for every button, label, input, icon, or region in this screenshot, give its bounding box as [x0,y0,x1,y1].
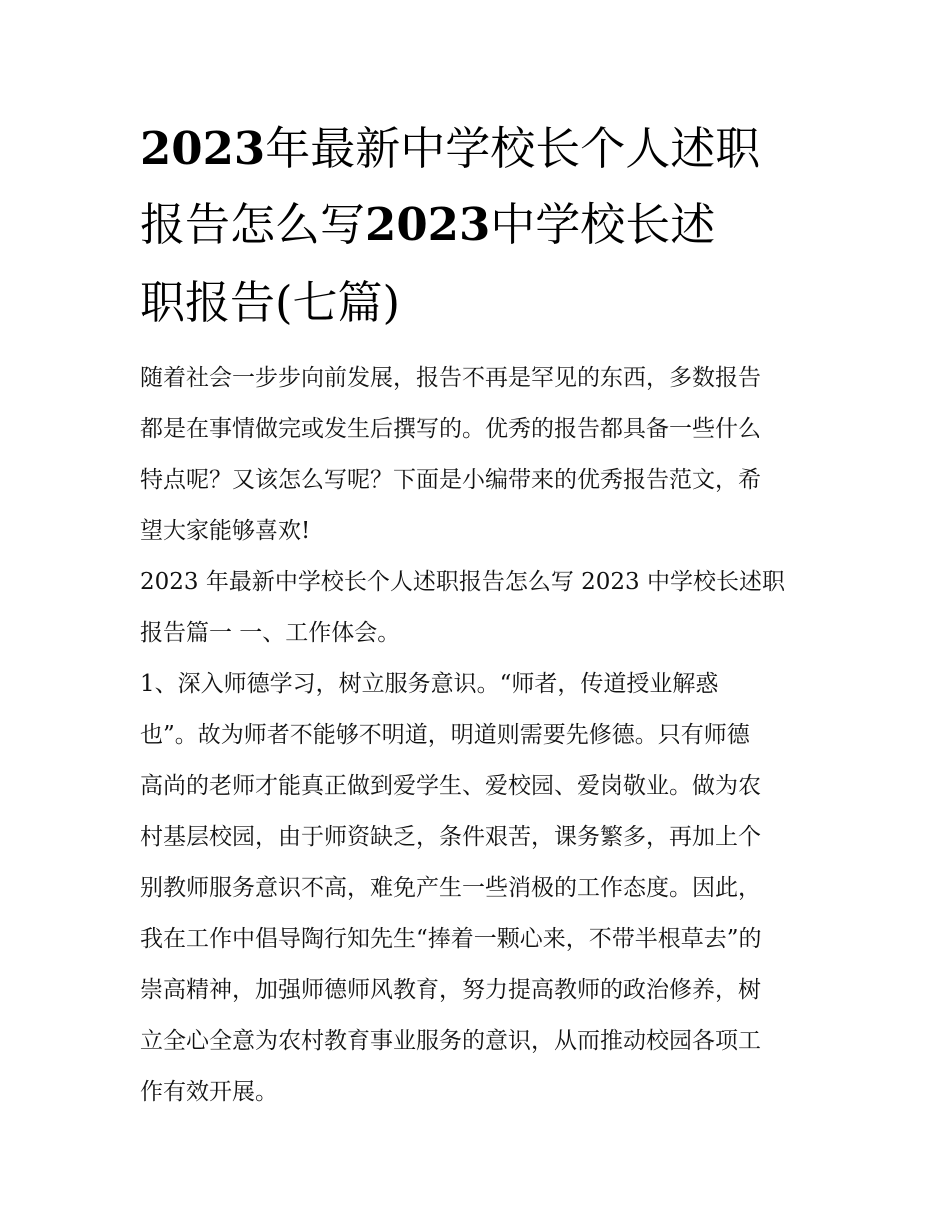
body-line: 特点呢？又该怎么写呢？下面是小编带来的优秀报告范文，希 [140,467,761,493]
body-line: 望大家能够喜欢! [140,518,311,544]
body-line: 也”。故为师者不能够不明道，明道则需要先修德。只有师德 [140,722,750,748]
body-line: 随着社会一步步向前发展，报告不再是罕见的东西，多数报告 [140,365,761,391]
body-line: 都是在事情做完或发生后撰写的。优秀的报告都具备一些什么 [140,416,761,442]
body-line: 作有效开展。 [140,1079,278,1105]
title-year: 2023 [365,198,491,251]
body-line: 报告篇一 一、工作体会。 [140,620,401,646]
body-line: 别教师服务意识不高，难免产生一些消极的工作态度。因此， [140,875,761,901]
title-year: 2023 [140,122,266,175]
document-title-line-1 [140,123,760,175]
body-line: 高尚的老师才能真正做到爱学生、爱校园、爱岗敬业。做为农 [140,773,761,799]
body-line: 2023 年最新中学校长个人述职报告怎么写 2023 中学校长述职 [140,569,785,595]
body-line: 村基层校园，由于师资缺乏，条件艰苦，课务繁多，再加上个 [140,824,761,850]
document-title-line-3 [140,277,400,329]
body-line: 1、深入师德学习，树立服务意识。“师者，传道授业解惑 [140,671,719,697]
body-line: 立全心全意为农村教育事业服务的意识，从而推动校园各项工 [140,1028,761,1054]
document-title-line-2 [140,199,715,251]
body-line: 崇高精神，加强师德师风教育，努力提高教师的政治修养，树 [140,977,761,1003]
title-text: 职报告(七篇) [140,276,401,329]
title-text: 报告怎么写 [140,198,366,251]
body-line: 我在工作中倡导陶行知先生“捧着一颗心来，不带半根草去”的 [140,926,762,952]
title-text: 中学校长述 [490,198,716,251]
title-text: 年最新中学校长个人述职 [265,122,761,175]
